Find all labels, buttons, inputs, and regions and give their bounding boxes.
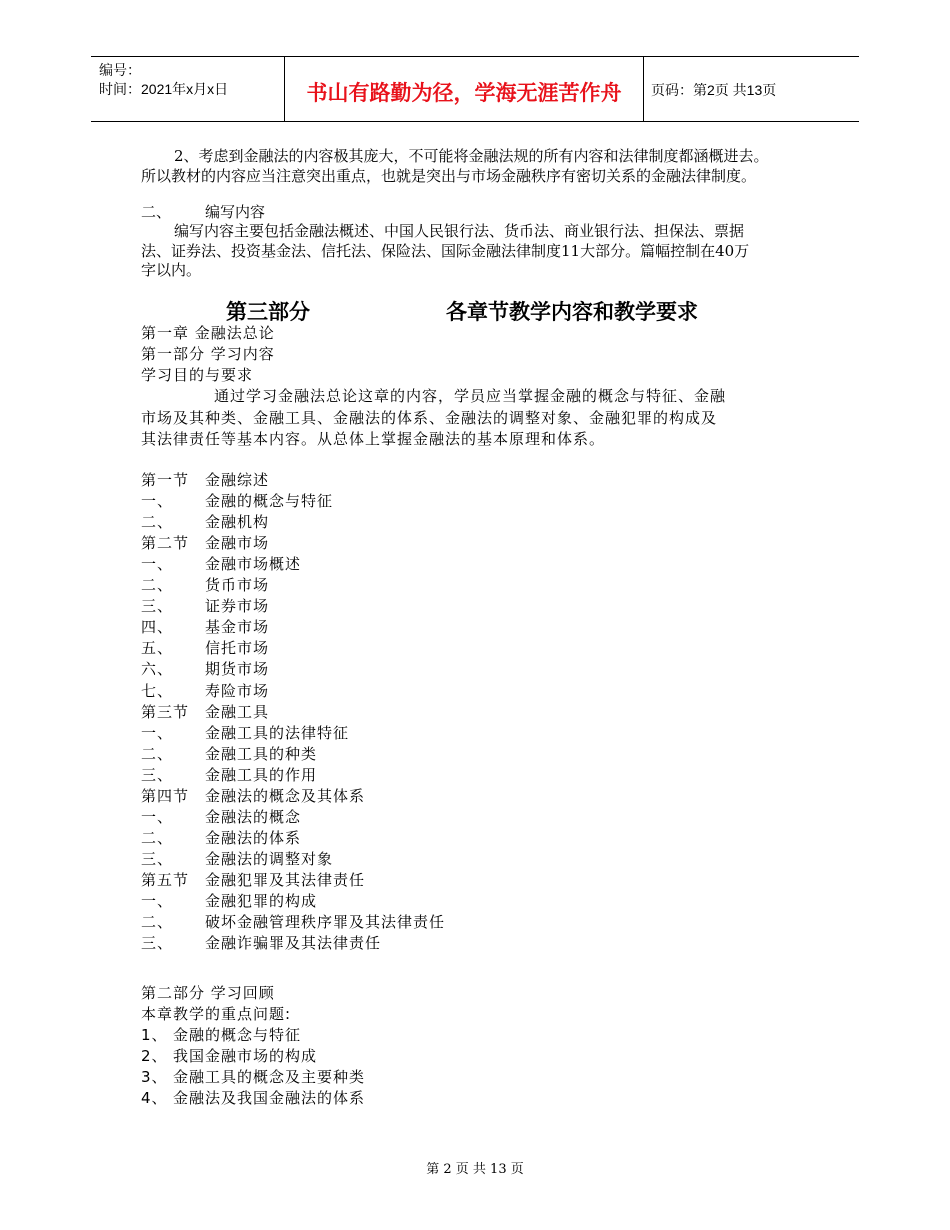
outline-item-number: 一、 <box>141 724 174 742</box>
part-1-heading: 第一部分 学习内容 <box>141 345 275 363</box>
outline-section-title: 金融法的概念及其体系 <box>205 787 366 805</box>
part-3-title: 各章节教学内容和教学要求 <box>446 300 698 324</box>
header-motto-cell <box>284 57 644 121</box>
part-2-heading: 第二部分 学习回顾 <box>141 984 275 1002</box>
header-meta-cell <box>91 57 284 121</box>
outline-item-number: 二、 <box>141 576 174 594</box>
outline-item-number: 三、 <box>141 766 174 784</box>
outline-section-number: 第四节 <box>141 787 190 805</box>
outline-item-title: 金融的概念与特征 <box>205 492 334 510</box>
outline-section-number: 第三节 <box>141 703 190 721</box>
outline-item-title: 金融犯罪的构成 <box>205 892 318 910</box>
outline-item-number: 二、 <box>141 829 174 847</box>
section-2-number: 二、 <box>141 203 172 221</box>
intro-paragraph-3-line-2: 法、证券法、投资基金法、信托法、保险法、国际金融法律制度11大部分。篇幅控制在40万 <box>141 242 750 260</box>
outline-item-number: 六、 <box>141 660 174 678</box>
outline-item-title: 寿险市场 <box>205 682 270 700</box>
focus-question-number: 4、 <box>141 1089 168 1107</box>
outline-item-title: 金融诈骗罪及其法律责任 <box>205 934 382 952</box>
learning-goals-line-3: 其法律责任等基本内容。从总体上掌握金融法的基本原理和体系。 <box>141 430 606 448</box>
outline-item-title: 基金市场 <box>205 618 270 636</box>
outline-item-number: 一、 <box>141 492 174 510</box>
outline-item-title: 金融工具的法律特征 <box>205 724 350 742</box>
outline-section-number: 第二节 <box>141 534 190 552</box>
learning-goals-line-1: 通过学习金融法总论这章的内容，学员应当掌握金融的概念与特征、金融 <box>214 387 727 405</box>
outline-item-number: 一、 <box>141 808 174 826</box>
outline-item-number: 四、 <box>141 618 174 636</box>
outline-item-title: 金融工具的种类 <box>205 745 318 763</box>
focus-question-text: 我国金融市场的构成 <box>173 1047 318 1065</box>
outline-section-title: 金融市场 <box>205 534 270 552</box>
outline-item-number: 七、 <box>141 682 174 700</box>
outline-item-title: 金融机构 <box>205 513 270 531</box>
outline-section-title: 金融犯罪及其法律责任 <box>205 871 366 889</box>
outline-item-title: 破坏金融管理秩序罪及其法律责任 <box>205 913 446 931</box>
outline-item-title: 金融法的体系 <box>205 829 302 847</box>
outline-item-title: 金融法的概念 <box>205 808 302 826</box>
section-2-title: 编写内容 <box>205 203 266 221</box>
intro-paragraph-2-line-1: 2、考虑到金融法的内容极其庞大，不可能将金融法规的所有内容和法律制度都涵概进去。 <box>174 147 769 165</box>
focus-question-number: 3、 <box>141 1068 168 1086</box>
document-date: 时间：2021年x月x日 <box>99 81 229 97</box>
page-header <box>91 56 859 122</box>
outline-item-number: 三、 <box>141 934 174 952</box>
outline-item-number: 三、 <box>141 597 174 615</box>
outline-item-title: 金融法的调整对象 <box>205 850 334 868</box>
intro-paragraph-3-line-1: 编写内容主要包括金融法概述、中国人民银行法、货币法、商业银行法、担保法、票据 <box>174 222 745 240</box>
focus-question-text: 金融工具的概念及主要种类 <box>173 1068 366 1086</box>
outline-item-number: 二、 <box>141 513 174 531</box>
page-footer: 第 2 页 共 13 页 <box>426 1162 524 1177</box>
focus-question-text: 金融的概念与特征 <box>173 1026 302 1044</box>
outline-item-title: 证券市场 <box>205 597 270 615</box>
outline-item-number: 五、 <box>141 639 174 657</box>
outline-item-title: 金融市场概述 <box>205 555 302 573</box>
outline-item-title: 货币市场 <box>205 576 270 594</box>
outline-item-title: 信托市场 <box>205 639 270 657</box>
outline-item-title: 金融工具的作用 <box>205 766 318 784</box>
focus-question-number: 1、 <box>141 1026 168 1044</box>
intro-paragraph-3-line-3: 字以内。 <box>141 261 202 279</box>
outline-item-number: 二、 <box>141 913 174 931</box>
outline-section-title: 金融综述 <box>205 471 270 489</box>
header-motto: 书山有路勤为径，学海无涯苦作舟 <box>306 81 622 105</box>
focus-questions-heading: 本章教学的重点问题: <box>141 1005 292 1023</box>
focus-question-text: 金融法及我国金融法的体系 <box>173 1089 366 1107</box>
outline-item-number: 二、 <box>141 745 174 763</box>
focus-question-number: 2、 <box>141 1047 168 1065</box>
outline-section-number: 第五节 <box>141 871 190 889</box>
document-number-label: 编号： <box>99 62 141 78</box>
outline-item-number: 一、 <box>141 555 174 573</box>
outline-item-number: 一、 <box>141 892 174 910</box>
learning-goals-line-2: 市场及其种类、金融工具、金融法的体系、金融法的调整对象、金融犯罪的构成及 <box>141 409 718 427</box>
header-page-info: 页码：第2页 共13页 <box>651 82 777 98</box>
intro-paragraph-2-line-2: 所以教材的内容应当注意突出重点，也就是突出与市场金融秩序有密切关系的金融法律制度。 <box>141 167 757 185</box>
outline-item-number: 三、 <box>141 850 174 868</box>
header-page-cell <box>643 57 859 121</box>
part-3-label: 第三部分 <box>226 300 310 324</box>
outline-section-title: 金融工具 <box>205 703 270 721</box>
outline-section-number: 第一节 <box>141 471 190 489</box>
outline-item-title: 期货市场 <box>205 660 270 678</box>
learning-goals-heading: 学习目的与要求 <box>141 366 254 384</box>
chapter-1-heading: 第一章 金融法总论 <box>141 324 275 342</box>
